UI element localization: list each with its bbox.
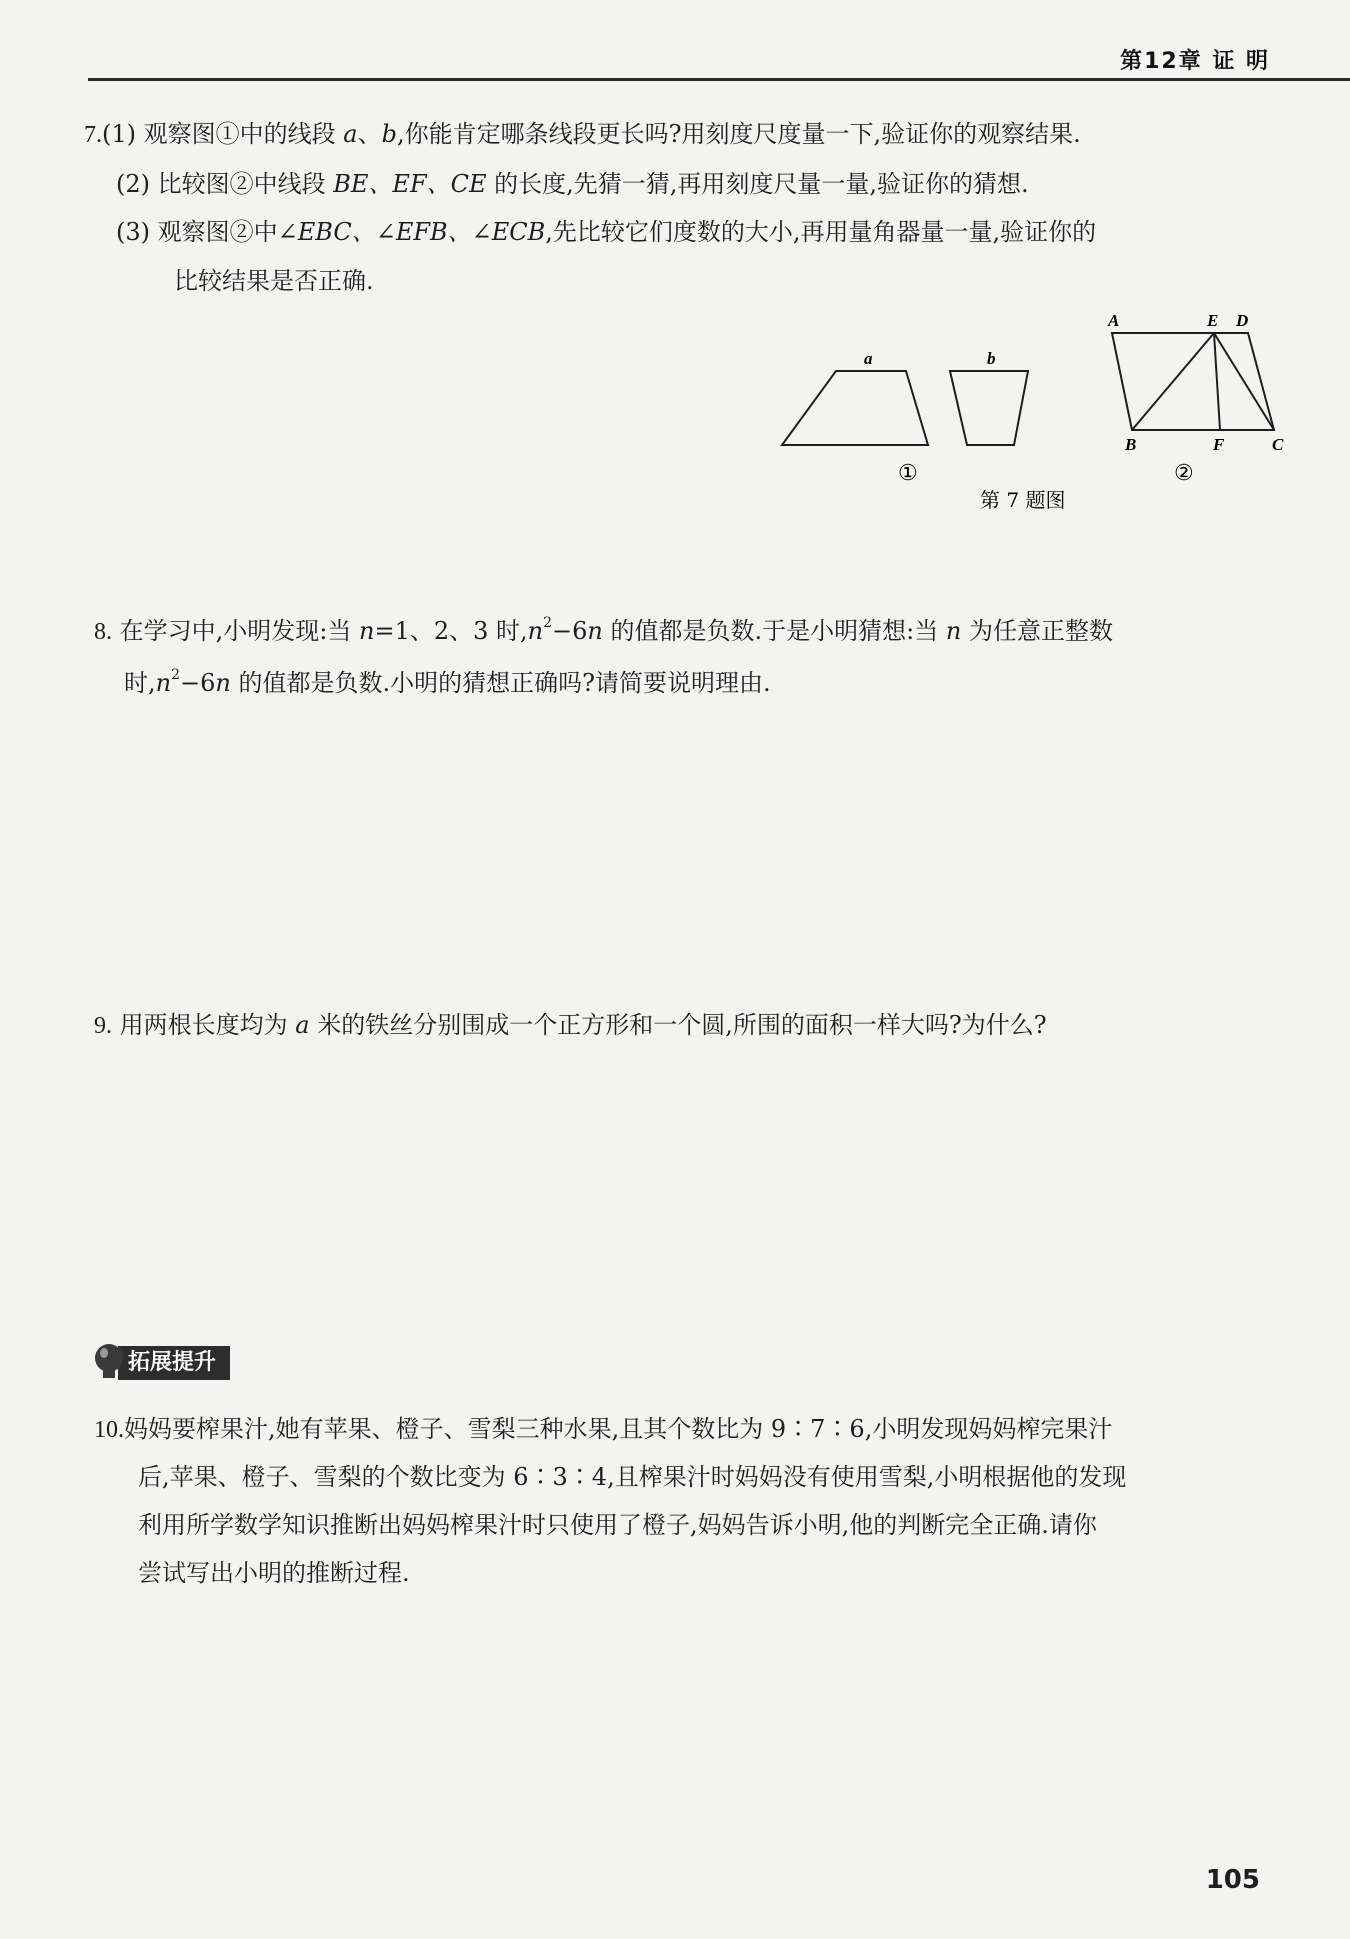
q8-text-c: 的值都是负数.于是小明猜想:当 — [602, 617, 946, 645]
q7-part1 — [84, 109, 1081, 160]
q8-line2-text-a: 时, — [124, 669, 156, 697]
q7-number: 7. — [84, 122, 102, 148]
q7-part3-angles: ∠EBC、∠EFB、∠ECB — [277, 218, 546, 246]
q7-part3-number: (3) — [116, 218, 150, 246]
q10-number: 10. — [94, 1417, 124, 1443]
q10-line1 — [94, 1404, 1112, 1455]
chapter-header: 第12章 证 明 — [1120, 49, 1270, 74]
section-label: 拓展提升 — [118, 1346, 230, 1380]
point-e: E — [1207, 311, 1219, 330]
q7-part2-text-b: 的长度,先猜一猜,再用刻度尺量一量,验证你的猜想. — [486, 170, 1029, 198]
point-b: B — [1125, 435, 1137, 454]
q7-part2-number: (2) — [116, 170, 150, 198]
q10-line4: 尝试写出小明的推断过程. — [138, 1559, 410, 1587]
q7-var-a: a — [343, 120, 358, 148]
q10-line2: 后,苹果、橙子、雪梨的个数比变为 6∶3∶4,且榨果汁时妈妈没有使用雪梨,小明根据他的发现 — [138, 1463, 1127, 1491]
q7-sep: 、 — [357, 120, 382, 148]
q8-line2-text-b: 的值都是负数.小明的猜想正确吗?请简要说明理由. — [230, 669, 771, 697]
q8-expr-rest: −6 — [552, 617, 588, 645]
figure-7 — [770, 300, 1290, 520]
q8-number: 8. — [94, 619, 112, 645]
label-b: b — [987, 349, 996, 368]
q7-part1-text-b: ,你能肯定哪条线段更长吗?用刻度尺度量一下,验证你的观察结果. — [396, 120, 1081, 148]
trapezoid-a — [782, 371, 928, 445]
q9-text-a: 用两根长度均为 — [119, 1011, 296, 1039]
segment-ef — [1214, 333, 1220, 430]
q8-line1 — [94, 606, 1113, 657]
figure-marker-2: ② — [1174, 461, 1194, 486]
q8-line2-expr-n2: n — [215, 669, 231, 697]
segment-be — [1132, 333, 1214, 430]
q8-line2-expr-rest: −6 — [180, 669, 216, 697]
q8-expr-n2: n — [587, 617, 603, 645]
q7-var-b: b — [381, 120, 397, 148]
q7-part3 — [116, 207, 1096, 257]
point-c: C — [1272, 435, 1284, 454]
q8-expr-n: n — [527, 617, 544, 645]
q8-line2-exponent: 2 — [171, 667, 181, 683]
figure-marker-1: ① — [898, 461, 918, 486]
figure-caption: 第 7 题图 — [980, 488, 1066, 512]
q7-part2 — [116, 159, 1029, 209]
label-a: a — [864, 349, 873, 368]
q8-line2 — [124, 658, 771, 708]
q7-part2-text-a: 比较图②中线段 — [157, 170, 334, 198]
q10-line1-text: 妈妈要榨果汁,她有苹果、橙子、雪梨三种水果,且其个数比为 9∶7∶6,小明发现妈妈榨完果汁 — [124, 1415, 1113, 1443]
q8-text-b: =1、2、3 时, — [374, 617, 528, 645]
segment-ec — [1214, 333, 1274, 430]
q8-line2-expr-n: n — [155, 669, 172, 697]
q7-part2-segments: BE、EF、CE — [333, 170, 487, 198]
q8-expr-exponent: 2 — [543, 615, 553, 631]
lightbulb-icon — [92, 1343, 126, 1383]
q7-part1-text-a: 观察图①中的线段 — [143, 120, 344, 148]
point-a: A — [1108, 311, 1120, 330]
trapezoid-b — [950, 371, 1028, 445]
q9-line — [94, 1000, 1047, 1051]
q7-part3-text-b: ,先比较它们度数的大小,再用量角器量一量,验证你的 — [545, 218, 1097, 246]
q8-var-n3: n — [945, 617, 962, 645]
point-f: F — [1213, 435, 1225, 454]
q7-part1-number: (1) — [102, 120, 136, 148]
header-rule — [88, 78, 1350, 81]
page-number: 105 — [1205, 1865, 1260, 1895]
section-tag-extension — [92, 1343, 230, 1383]
q10-line3: 利用所学数学知识推断出妈妈榨果汁时只使用了橙子,妈妈告诉小明,他的判断完全正确.请你 — [138, 1511, 1097, 1539]
q9-var-a: a — [295, 1011, 310, 1039]
q8-text-a: 在学习中,小明发现:当 — [119, 617, 359, 645]
q9-number: 9. — [94, 1013, 112, 1039]
q7-part3-cont: 比较结果是否正确. — [174, 267, 374, 295]
q7-part3-text-a: 观察图②中 — [157, 218, 278, 246]
q8-text-d: 为任意正整数 — [961, 617, 1113, 645]
point-d: D — [1236, 311, 1249, 330]
q8-var-n: n — [358, 617, 375, 645]
q9-text-b: 米的铁丝分别围成一个正方形和一个圆,所围的面积一样大吗?为什么? — [309, 1011, 1047, 1039]
quadrilateral-abcd — [1112, 333, 1274, 430]
